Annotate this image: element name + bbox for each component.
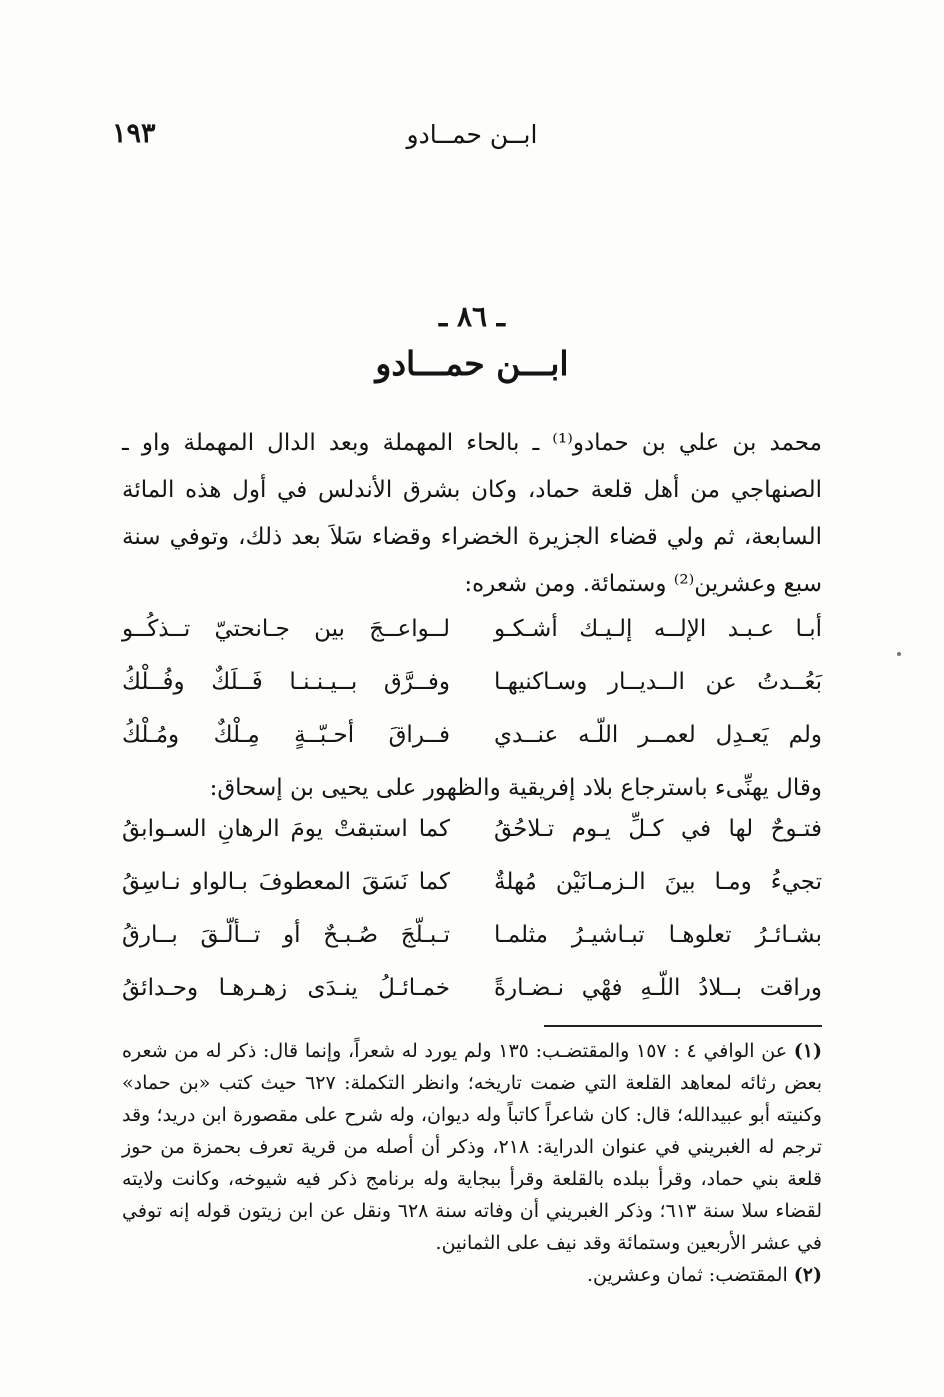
verse-row [122,808,822,861]
scan-speck [897,652,901,656]
footnote-1 [122,1035,822,1259]
footnotes [122,1035,822,1291]
hemistich-first: بَعُــدتُ عن الــديــار وسـاكنيهـا [494,669,822,695]
entry-number: ـ ٨٦ ـ [439,300,505,333]
hemistich-second: فــراقَ أحـبّــةٍ مِـلْكٌ ومُـلْكُ [122,722,450,748]
poem-2-intro: وقال يهنِّىء باسترجاع بلاد إفريقية والظهور على يحيى بن إسحاق: [209,775,822,801]
footnote-mark: (٢) [793,1264,822,1286]
biography-paragraph [122,420,822,608]
verse-row [122,861,822,914]
hemistich-second: وفــرَّق بــيـنـنـا فَــلَكٌ وفُــلْكُ [122,669,450,695]
hemistich-first: فتـوحٌ لها في كـلِّ يـوم تـلاحُقُ [494,816,822,842]
hemistich-first: وراقت بــلادُ اللّـهِ فهْي نـضـارةً [494,975,822,1001]
hemistich-second: تـبـلّجَ صُـبـحٌ أو تــألّـقَ بــارقُ [122,922,450,948]
poem-2 [122,808,822,1020]
running-title: ابــن حمــادو [406,120,538,149]
footnote-rule [544,1025,822,1027]
verse-row [122,608,822,661]
footnote-text: عن الوافي ٤ : ١٥٧ والمقتضـب: ١٣٥ ولم يورد له شعراً، وإنما قال: ذكر له من شعره بعض رثائه لمعاهد القلعة التي ضمت تاريخه؛ وانظر التكملة: ٦٢٧ حيث كتب «بن حماد» وكنيته أبو عبيدالله؛ قال: كان شاعراً كاتباً وله ديوان، وله شرح على مقصورة ابن دريد؛ وقد ترجم له الغبريني في عنوان الدراية: ٢١٨، وذكر أن أصله من قرية تعرف بحمزة من حوز قلعة بني حماد، وقرأ ببلده بالقلعة وقرأ ببجاية وله برنامج ذكر فيه شيوخه، وكانت ولايته لقضاء سلا سنة ٦١٣؛ وذكر الغبريني أن وفاته سنة ٦٢٨ ونقل عن ابن زيتون قوله إنه توفي في عشر الأربعين وستمائة وقد نيف على الثمانين. [122,1040,822,1254]
verse-row [122,661,822,714]
verse-row [122,967,822,1020]
entry-title: ابـــن حمـــادو [375,344,569,383]
running-head [112,118,832,158]
footnote-text: المقتضب: ثمان وعشرين. [586,1264,788,1286]
hemistich-first: تجيءُ ومـا بينَ الـزمـانَيْن مُهلةٌ [494,869,822,895]
hemistich-second: كما نَسَقَ المعطوفَ بـالواو نـاسِقُ [122,869,450,895]
biography-text: محمد بن علي بن حمادو⁽¹⁾ ـ بالحاء المهملة وبعد الدال المهملة واو ـ الصنهاجي من أهل قلعة حماد، وكان بشرق الأندلس في أول هذه المائة السابعة، ثم ولي قضاء الجزيرة الخضراء وقضاء سَلاَ بعد ذلك، وتوفي سنة سبع وعشرين⁽²⁾ وستمائة. ومن شعره: [122,430,822,597]
hemistich-second: لــواعــجَ بين جـانحتيّ تــذكُــو [122,616,450,642]
page-number: ١٩٣ [112,118,156,149]
hemistich-first: بشـائـرُ تعلوهـا تبـاشيـرُ مثلمـا [494,922,822,948]
footnote-2 [122,1259,822,1291]
verse-row [122,914,822,967]
hemistich-second: خمـائـلُ ينـدَى زهـرهـا وحـدائقُ [122,975,450,1001]
footnote-mark: (١) [793,1040,822,1062]
hemistich-second: كما استبقتْ يومَ الرهانِ السـوابقُ [122,816,450,842]
verse-row [122,714,822,767]
poem-1 [122,608,822,767]
hemistich-first: أبـا عـبـد الإلــه إلـيـك أشـكـو [494,616,822,642]
hemistich-first: ولم يَعـدِل لعمــر اللّـه عنــدي [494,722,822,748]
